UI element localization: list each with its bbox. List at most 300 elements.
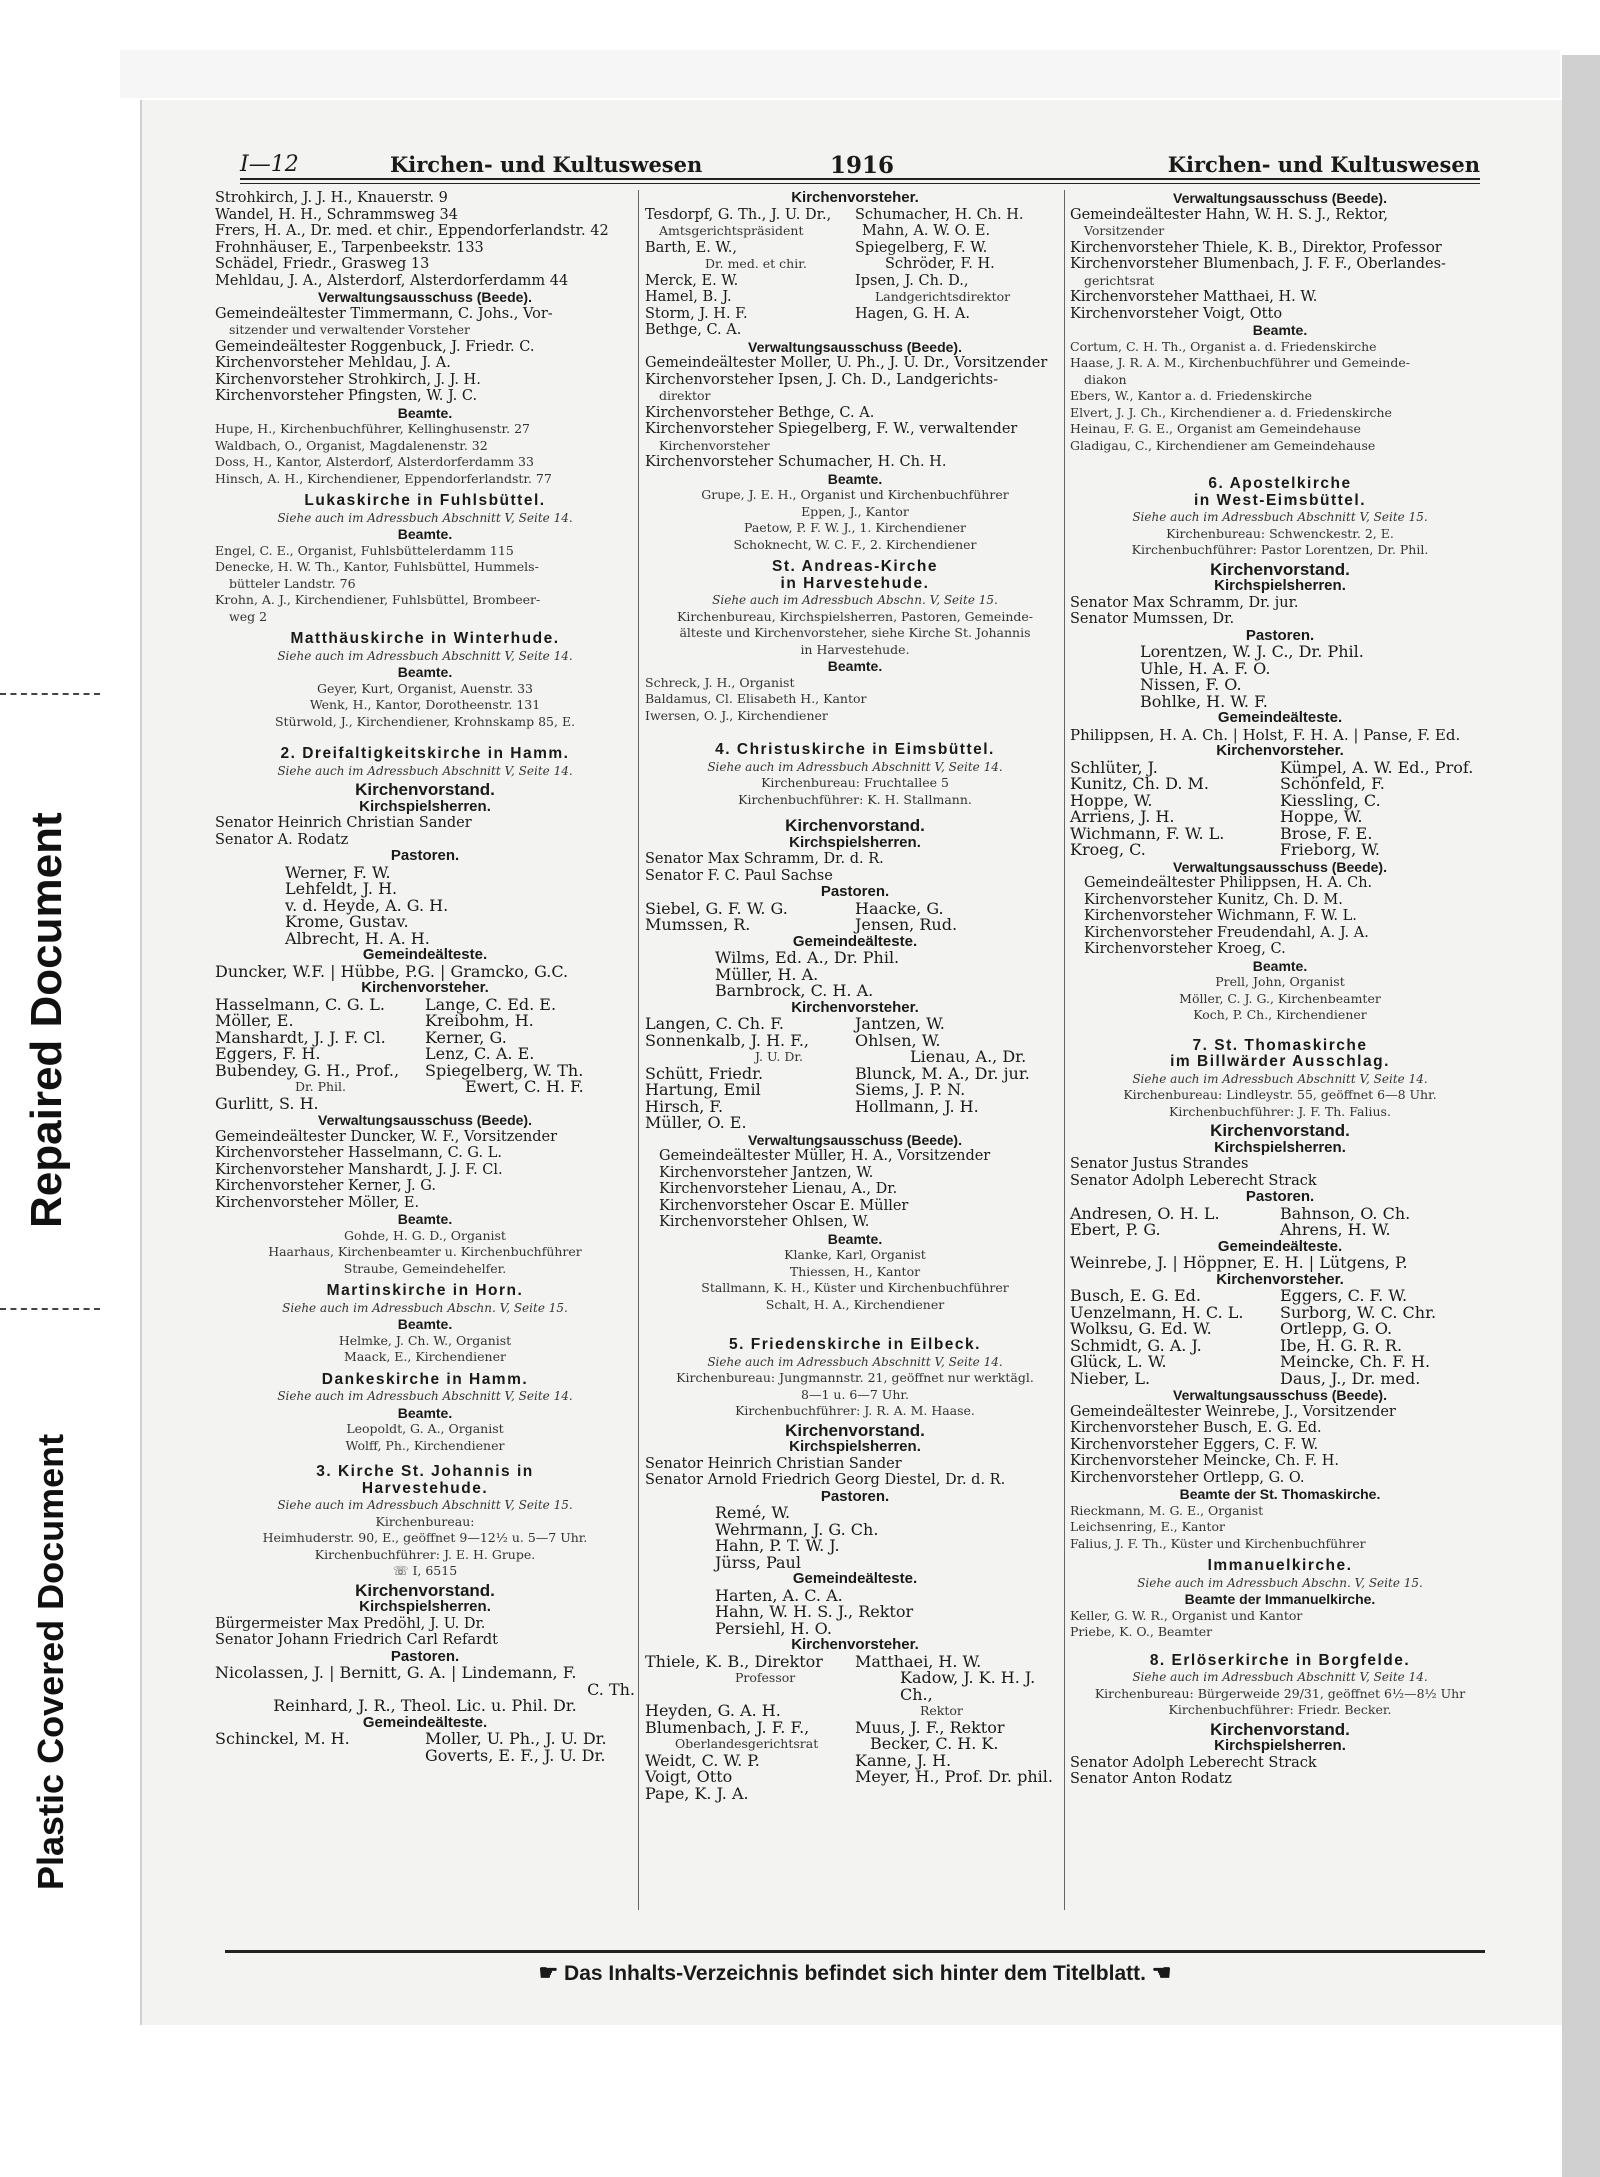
scan-edge bbox=[1562, 55, 1600, 2177]
entry: Hamel, B. J. bbox=[645, 289, 732, 305]
entry: Manshardt, J. J. F. Cl. bbox=[215, 1027, 386, 1047]
entry: Frohnhäuser, E., Tarpenbeekstr. 133 bbox=[215, 239, 484, 256]
footer-rule bbox=[225, 1950, 1485, 1953]
church-heading: 2. Dreifaltigkeitskirche in Hamm. bbox=[280, 745, 570, 762]
entry: Keller, G. W. R., Organist und Kantor bbox=[1070, 1607, 1303, 1623]
entry: C. Th. bbox=[587, 1679, 635, 1699]
entry: Frers, H. A., Dr. med. et chir., Eppendorferlandstr. 42 bbox=[215, 223, 609, 239]
entry: Kirchenvorsteher Matthaei, H. W. bbox=[1070, 289, 1318, 305]
entry: Sonnenkalb, J. H. F., bbox=[645, 1030, 809, 1050]
section-heading: Kirchenvorsteher. bbox=[361, 979, 489, 996]
entry: Siebel, G. F. W. G. bbox=[645, 898, 788, 918]
entry: Persiehl, H. O. bbox=[715, 1618, 832, 1638]
entry: Meyer, H., Prof. Dr. phil. bbox=[855, 1767, 1053, 1786]
entry: Haarhaus, Kirchenbeamter u. Kirchenbuchführer bbox=[268, 1244, 582, 1259]
column-1 bbox=[215, 190, 635, 1764]
entry: Senator Max Schramm, Dr. d. R. bbox=[645, 851, 884, 867]
section-heading: Kirchspielsherren. bbox=[1214, 577, 1346, 594]
entry: Jantzen, W. bbox=[855, 1014, 945, 1033]
entry: Gemeindeältester Moller, U. Ph., J. U. Dr., Vorsitzender bbox=[645, 355, 1048, 371]
entry: Mehldau, J. A., Alsterdorf, Alsterdorferdamm 44 bbox=[215, 272, 569, 289]
section-heading: Kirchenvorsteher. bbox=[791, 998, 919, 1016]
entry: Voigt, Otto bbox=[645, 1767, 733, 1786]
church-heading: Matthäuskirche in Winterhude. bbox=[290, 630, 560, 647]
entry: Senator Arnold Friedrich Georg Diestel, Dr. d. R. bbox=[645, 1472, 1006, 1488]
entry: Kirchenbuchführer: J. E. H. Grupe. bbox=[314, 1546, 536, 1562]
entry: Remé, W. bbox=[715, 1503, 791, 1522]
entry: Wenk, H., Kantor, Dorotheenstr. 131 bbox=[309, 697, 541, 712]
entry: Hirsch, F. bbox=[645, 1096, 724, 1116]
section-heading: Kirchenvorsteher. bbox=[1216, 1270, 1344, 1288]
entry: Kirchenvorsteher Bethge, C. A. bbox=[645, 404, 875, 421]
entry: Ebers, W., Kantor a. d. Friedenskirche bbox=[1070, 388, 1313, 403]
section-heading: Kirchenvorstand. bbox=[1210, 1719, 1350, 1739]
entry: Mahn, A. W. O. E. bbox=[862, 223, 991, 239]
entry: Matthaei, H. W. bbox=[855, 1651, 982, 1671]
entry: Kirchenvorsteher Mehldau, J. A. bbox=[215, 355, 451, 371]
section-heading: Beamte. bbox=[397, 1211, 453, 1227]
entry: Kirchenvorsteher bbox=[659, 437, 770, 453]
entry: diakon bbox=[1084, 371, 1127, 387]
entry: Iwersen, O. J., Kirchendiener bbox=[645, 707, 828, 723]
section-heading: Kirchspielsherren. bbox=[359, 1598, 491, 1615]
entry: Kirchenvorsteher Ohlsen, W. bbox=[659, 1214, 870, 1230]
entry: Senator Justus Strandes bbox=[1070, 1156, 1249, 1172]
entry: Ipsen, J. Ch. D., bbox=[855, 272, 969, 289]
entry: gerichtsrat bbox=[1084, 272, 1155, 288]
church-heading: Harvestehude. bbox=[361, 1479, 489, 1497]
cut-mark bbox=[0, 693, 100, 695]
reference: Siehe auch im Adressbuch Abschn. V, Seite 15. bbox=[712, 593, 998, 607]
entry: Kirchenvorsteher Jantzen, W. bbox=[659, 1164, 874, 1181]
church-heading: St. Andreas-Kirche bbox=[772, 558, 938, 575]
entry: Spiegelberg, F. W. bbox=[855, 239, 988, 256]
entry: Gemeindeältester Weinrebe, J., Vorsitzender bbox=[1070, 1403, 1396, 1420]
entry: Storm, J. H. F. bbox=[645, 305, 748, 322]
entry: Kerner, G. bbox=[425, 1027, 507, 1047]
entry: Thiessen, H., Kantor bbox=[789, 1263, 921, 1279]
section-heading: Kirchspielsherren. bbox=[1214, 1737, 1346, 1754]
entry: Paetow, P. F. W. J., 1. Kirchendiener bbox=[743, 520, 966, 535]
church-heading: in Harvestehude. bbox=[780, 574, 930, 592]
entry: Wichmann, F. W. L. bbox=[1070, 823, 1225, 843]
entry: Andresen, O. H. L. bbox=[1070, 1203, 1220, 1223]
reference: Siehe auch im Adressbuch Abschnitt V, Seite 14. bbox=[1132, 1670, 1428, 1684]
entry: Bubendey, G. H., Prof., bbox=[215, 1060, 400, 1080]
entry: Kirchenbureau: Lindleystr. 55, geöffnet 6—8 Uhr. bbox=[1123, 1087, 1437, 1102]
entry: Haase, J. R. A. M., Kirchenbuchführer und Gemeinde- bbox=[1070, 355, 1410, 370]
section-heading: Kirchenvorsteher. bbox=[791, 189, 919, 206]
church-heading: 8. Erlöserkirche in Borgfelde. bbox=[1149, 1651, 1411, 1669]
entry: Gohde, H. G. D., Organist bbox=[344, 1227, 506, 1243]
entry: Müller, O. E. bbox=[645, 1113, 747, 1132]
entry: Stürwold, J., Kirchendiener, Krohnskamp 85, E. bbox=[274, 713, 576, 729]
entry: Engel, C. E., Organist, Fuhlsbüttelerdamm 115 bbox=[215, 542, 514, 558]
entry: 8—1 u. 6—7 Uhr. bbox=[801, 1386, 909, 1402]
entry: Nissen, F. O. bbox=[1140, 675, 1242, 694]
entry: Arriens, J. H. bbox=[1070, 807, 1175, 826]
entry: Rektor bbox=[920, 1703, 963, 1718]
entry: Gemeindeältester Timmermann, C. Johs., Vor- bbox=[215, 305, 553, 322]
entry: Senator F. C. Paul Sachse bbox=[645, 867, 833, 884]
section-heading: Verwaltungsausschuss (Beede). bbox=[1173, 190, 1387, 206]
reference: Siehe auch im Adressbuch Abschnitt V, Seite 14. bbox=[707, 1354, 1003, 1369]
reference: Siehe auch im Adressbuch Abschnitt V, Seite 14. bbox=[277, 1389, 573, 1403]
entry: Heyden, G. A. H. bbox=[645, 1701, 781, 1720]
entry: Kirchenbureau: Bürgerweide 29/31, geöffnet 6½—8½ Uhr bbox=[1094, 1685, 1466, 1701]
year: 1916 bbox=[830, 152, 895, 179]
entry: Schalt, H. A., Kirchendiener bbox=[765, 1296, 945, 1312]
pointing-hand-icon: ☚ bbox=[1151, 1960, 1172, 1985]
reference: Siehe auch im Adressbuch Abschnitt V, Seite 14. bbox=[277, 648, 573, 663]
section-heading: Pastoren. bbox=[1245, 626, 1315, 644]
entry: Philippsen, H. A. Ch. | Holst, F. H. A. | Panse, F. Ed. bbox=[1070, 725, 1461, 744]
entry: Baldamus, Cl. Elisabeth H., Kantor bbox=[645, 691, 867, 706]
entry: Dr. Phil. bbox=[295, 1079, 347, 1094]
entry: Muus, J. F., Rektor bbox=[855, 1717, 1005, 1737]
entry: Lienau, A., Dr. bbox=[910, 1047, 1027, 1066]
entry: Ebert, P. G. bbox=[1070, 1220, 1161, 1239]
entry: Eggers, C. F. W. bbox=[1280, 1286, 1408, 1305]
entry: Hoppe, W. bbox=[1070, 790, 1153, 810]
entry: Siems, J. P. N. bbox=[855, 1080, 966, 1099]
entry-pair bbox=[1070, 842, 1490, 859]
entry: Stallmann, K. H., Küster und Kirchenbuchführer bbox=[701, 1280, 1009, 1295]
section-heading: Gemeindeälteste. bbox=[1217, 709, 1343, 726]
reference: Siehe auch im Adressbuch Abschnitt V, Seite 14. bbox=[1132, 1071, 1428, 1086]
entry: Kirchenvorsteher Freudendahl, A. J. A. bbox=[1084, 924, 1369, 941]
entry: Dr. med. et chir. bbox=[705, 256, 807, 271]
entry: Kirchenbureau, Kirchspielsherren, Pastoren, Gemeinde- bbox=[676, 608, 1033, 624]
entry: Werner, F. W. bbox=[285, 862, 391, 882]
telephone: ☏ I, 6515 bbox=[392, 1563, 458, 1578]
church-heading: Martinskirche in Horn. bbox=[326, 1282, 524, 1299]
entry: Kirchenbuchführer: J. F. Th. Falius. bbox=[1169, 1103, 1391, 1119]
reference: Siehe auch im Adressbuch Abschnitt V, Seite 14. bbox=[277, 510, 573, 525]
footer-text: Das Inhalts-Verzeichnis befindet sich hinter dem Titelblatt. bbox=[564, 1962, 1146, 1985]
entry: Gemeindeältester Müller, H. A., Vorsitzender bbox=[659, 1148, 991, 1164]
entry: Reinhard, J. R., Theol. Lic. u. Phil. Dr. bbox=[273, 1696, 577, 1715]
entry: Strohkirch, J. J. H., Knauerstr. 9 bbox=[215, 190, 448, 206]
section-heading: Gemeindeälteste. bbox=[792, 1570, 918, 1587]
entry: Schütt, Friedr. bbox=[645, 1063, 764, 1083]
entry: Barth, E. W., bbox=[645, 239, 738, 256]
entry-pair bbox=[645, 256, 1065, 273]
entry: Kirchenvorsteher Eggers, C. F. W. bbox=[1070, 1436, 1319, 1453]
entry: Lange, C. Ed. E. bbox=[425, 994, 557, 1014]
entry: Gemeindeältester Roggenbuck, J. Friedr. C. bbox=[215, 338, 535, 355]
entry: Leichsenring, E., Kantor bbox=[1070, 1519, 1225, 1534]
reference: Siehe auch im Adressbuch Abschnitt V, Seite 14. bbox=[707, 759, 1003, 774]
section-heading: Verwaltungsausschuss (Beede). bbox=[318, 1112, 532, 1128]
entry: weg 2 bbox=[229, 608, 268, 624]
section-heading: Beamte. bbox=[397, 664, 453, 680]
entry: J. U. Dr. bbox=[755, 1049, 803, 1064]
entry: Hahn, P. T. W. J. bbox=[715, 1536, 840, 1555]
entry: Gurlitt, S. H. bbox=[215, 1093, 319, 1113]
entry: Schönfeld, F. bbox=[1280, 774, 1385, 793]
entry: Pape, K. J. A. bbox=[645, 1783, 749, 1803]
entry: Haacke, G. bbox=[855, 898, 944, 918]
entry: Waldbach, O., Organist, Magdalenenstr. 32 bbox=[215, 437, 488, 453]
church-heading: Immanuelkirche. bbox=[1207, 1557, 1353, 1574]
entry-pair bbox=[215, 1745, 635, 1765]
entry: Bahnson, O. Ch. bbox=[1280, 1203, 1411, 1223]
entry: Hahn, W. H. S. J., Rektor bbox=[715, 1602, 914, 1621]
entry: Kirchenvorsteher Strohkirch, J. J. H. bbox=[215, 371, 481, 388]
entry: Kirchenvorsteher Oscar E. Müller bbox=[659, 1197, 909, 1214]
entry: Hasselmann, C. G. L. bbox=[215, 994, 385, 1014]
section-heading: Beamte. bbox=[397, 1404, 453, 1421]
entry: Falius, J. F. Th., Küster und Kirchenbuchführer bbox=[1070, 1535, 1366, 1551]
plastic-covered-label: Plastic Covered Document bbox=[30, 1433, 71, 1890]
section-heading: Beamte der Immanuelkirche. bbox=[1184, 1591, 1376, 1607]
entry: Grupe, J. E. H., Organist und Kirchenbuchführer bbox=[701, 487, 1009, 502]
entry: Surborg, W. C. Chr. bbox=[1280, 1302, 1437, 1322]
entry: Senator Adolph Leberecht Strack bbox=[1070, 1754, 1317, 1771]
entry: Kirchenvorsteher Ipsen, J. Ch. D., Landgerichts- bbox=[645, 371, 998, 388]
entry-pair bbox=[645, 917, 1065, 934]
entry: Kirchenvorsteher Wichmann, F. W. L. bbox=[1084, 908, 1357, 924]
reference: Siehe auch im Adressbuch Abschnitt V, Seite 15. bbox=[277, 1498, 573, 1512]
entry: Nicolassen, J. | Bernitt, G. A. | Lindemann, F. bbox=[215, 1663, 577, 1682]
entry: Denecke, H. W. Th., Kantor, Fuhlsbüttel, Hummels- bbox=[215, 559, 539, 574]
entry: Hupe, H., Kirchenbuchführer, Kellinghusenstr. 27 bbox=[215, 421, 530, 436]
entry: Senator Heinrich Christian Sander bbox=[215, 815, 472, 831]
entry-pair bbox=[645, 273, 1065, 290]
entry: Senator Mumssen, Dr. bbox=[1070, 611, 1235, 627]
entry: Kirchenbureau: bbox=[375, 1513, 475, 1529]
entry: Kunitz, Ch. D. M. bbox=[1070, 774, 1209, 793]
entry: Wandel, H. H., Schrammsweg 34 bbox=[215, 206, 458, 223]
entry: Barnbrock, C. H. A. bbox=[715, 981, 874, 1000]
entry: Becker, C. H. K. bbox=[870, 1734, 999, 1753]
entry: Möller, E. bbox=[215, 1011, 294, 1030]
entry: v. d. Heyde, A. G. H. bbox=[285, 895, 449, 915]
section-heading: Beamte. bbox=[397, 1316, 453, 1332]
entry: Ohlsen, W. bbox=[855, 1030, 941, 1050]
entry: Krome, Gustav. bbox=[285, 912, 409, 931]
section-heading: Kirchenvorstand. bbox=[355, 780, 495, 799]
entry-pair bbox=[645, 1670, 1065, 1703]
page-number: I—12 bbox=[240, 152, 299, 177]
entry: Kirchenbuchführer: Pastor Lorentzen, Dr. Phil. bbox=[1131, 542, 1429, 557]
section-heading: Gemeindeälteste. bbox=[792, 932, 918, 950]
entry: Eggers, F. H. bbox=[215, 1044, 321, 1063]
entry: Professor bbox=[735, 1670, 796, 1685]
footer-note bbox=[225, 1960, 1485, 1986]
section-heading: Pastoren. bbox=[390, 847, 460, 864]
section-heading: Gemeindeälteste. bbox=[362, 946, 488, 963]
entry: Spiegelberg, W. Th. bbox=[425, 1060, 584, 1080]
repaired-document-label: Repaired Document bbox=[22, 812, 71, 1228]
cut-mark bbox=[0, 1308, 100, 1310]
section-heading: Beamte. bbox=[397, 404, 453, 421]
entry: Kreibohm, H. bbox=[425, 1011, 534, 1030]
section-heading: Verwaltungsausschuss (Beede). bbox=[318, 289, 532, 305]
entry: Blumenbach, J. F. F., bbox=[645, 1717, 810, 1737]
entry: Langen, C. Ch. F. bbox=[645, 1014, 784, 1033]
church-heading: im Billwärder Ausschlag. bbox=[1170, 1053, 1390, 1070]
section-heading: Beamte. bbox=[827, 470, 883, 487]
entry: sitzender und verwaltender Vorsteher bbox=[229, 322, 470, 337]
section-heading: Verwaltungsausschuss (Beede). bbox=[1173, 858, 1387, 875]
scan-top-edge bbox=[120, 50, 1560, 98]
entry: Brose, F. E. bbox=[1280, 823, 1373, 843]
entry: Daus, J., Dr. med. bbox=[1280, 1368, 1421, 1388]
section-heading: Kirchenvorsteher. bbox=[1216, 742, 1344, 759]
entry: Jensen, Rud. bbox=[855, 915, 958, 934]
entry: Schinckel, M. H. bbox=[215, 1729, 350, 1748]
reference: Siehe auch im Adressbuch Abschn. V, Seite 15. bbox=[282, 1300, 568, 1315]
entry: Hoppe, W. bbox=[1280, 807, 1363, 826]
entry: Ewert, C. H. F. bbox=[465, 1077, 584, 1096]
entry: Weidt, C. W. P. bbox=[645, 1750, 760, 1770]
entry: Kroeg, C. bbox=[1070, 840, 1146, 859]
entry: Geyer, Kurt, Organist, Auenstr. 33 bbox=[317, 680, 533, 696]
entry: Uenzelmann, H. C. L. bbox=[1070, 1302, 1244, 1322]
section-heading: Kirchenvorstand. bbox=[355, 1580, 495, 1600]
entry: Krohn, A. J., Kirchendiener, Fuhlsbüttel, Brombeer- bbox=[215, 592, 541, 607]
entry: Hollmann, J. H. bbox=[855, 1096, 979, 1116]
entry: Senator A. Rodatz bbox=[215, 831, 349, 848]
church-heading: 3. Kirche St. Johannis in bbox=[316, 1463, 534, 1480]
section-heading: Verwaltungsausschuss (Beede). bbox=[748, 1131, 962, 1148]
section-heading: Beamte der St. Thomaskirche. bbox=[1179, 1486, 1381, 1502]
entry: Kirchenvorsteher Hasselmann, C. G. L. bbox=[215, 1145, 502, 1161]
church-heading: Lukaskirche in Fuhlsbüttel. bbox=[304, 492, 546, 509]
entry: Doss, H., Kantor, Alsterdorf, Alsterdorferdamm 33 bbox=[215, 454, 534, 469]
entry: Gemeindeältester Philippsen, H. A. Ch. bbox=[1084, 875, 1373, 891]
entry: Heinau, F. G. E., Organist am Gemeindehause bbox=[1070, 421, 1361, 436]
section-heading: Kirchspielsherren. bbox=[1214, 1138, 1346, 1156]
column-3 bbox=[1070, 190, 1490, 1788]
entry-pair bbox=[645, 240, 1065, 257]
entry: Senator Adolph Leberecht Strack bbox=[1070, 1172, 1317, 1189]
entry: Cortum, C. H. Th., Organist a. d. Friedenskirche bbox=[1070, 338, 1377, 354]
entry: Prell, John, Organist bbox=[1215, 974, 1345, 989]
entry-pair bbox=[645, 289, 1065, 306]
reference: Siehe auch im Adressbuch Abschnitt V, Seite 14. bbox=[277, 763, 573, 778]
section-heading: Verwaltungsausschuss (Beede). bbox=[748, 338, 962, 355]
section-heading: Kirchspielsherren. bbox=[789, 1438, 921, 1455]
entry: Kirchenvorsteher Meincke, Ch. F. H. bbox=[1070, 1453, 1339, 1469]
entry: Kirchenvorsteher Kunitz, Ch. D. M. bbox=[1084, 891, 1343, 908]
section-heading: Pastoren. bbox=[820, 1487, 890, 1505]
entry: Merck, E. W. bbox=[645, 272, 739, 289]
section-heading: Kirchenvorsteher. bbox=[791, 1636, 919, 1653]
entry: Elvert, J. J. Ch., Kirchendiener a. d. Friedenskirche bbox=[1070, 404, 1392, 420]
entry: Müller, H. A. bbox=[715, 964, 819, 984]
section-heading: Kirchenvorstand. bbox=[785, 1420, 925, 1440]
entry: Kanne, J. H. bbox=[855, 1750, 952, 1770]
entry: Frieborg, W. bbox=[1280, 840, 1381, 859]
section-heading: Gemeindeälteste. bbox=[1217, 1237, 1343, 1255]
section-heading: Pastoren. bbox=[820, 883, 890, 900]
church-heading: 5. Friedenskirche in Eilbeck. bbox=[729, 1336, 981, 1353]
entry: Kirchenvorsteher Schumacher, H. Ch. H. bbox=[645, 454, 947, 470]
entry: Möller, C. J. G., Kirchenbeamter bbox=[1179, 990, 1381, 1006]
entry: Kirchenbuchführer: J. R. A. M. Haase. bbox=[735, 1403, 975, 1418]
entry: Senator Johann Friedrich Carl Refardt bbox=[215, 1632, 499, 1648]
church-heading: Dankeskirche in Hamm. bbox=[321, 1370, 529, 1388]
entry: Kirchenvorsteher Busch, E. G. Ed. bbox=[1070, 1420, 1322, 1436]
entry: Kirchenvorsteher Spiegelberg, F. W., verwaltender bbox=[645, 421, 1018, 437]
entry: Bohlke, H. W. F. bbox=[1140, 691, 1268, 711]
entry: Goverts, E. F., J. U. Dr. bbox=[425, 1745, 606, 1765]
entry: Vorsitzender bbox=[1084, 223, 1165, 238]
entry: Klanke, Karl, Organist bbox=[784, 1247, 926, 1262]
reference: Siehe auch im Adressbuch Abschn. V, Seite 15. bbox=[1137, 1575, 1423, 1590]
entry: Schumacher, H. Ch. H. bbox=[855, 206, 1024, 223]
entry: Glück, L. W. bbox=[1070, 1352, 1167, 1371]
entry: bütteler Landstr. 76 bbox=[229, 575, 356, 591]
entry: Nieber, L. bbox=[1070, 1368, 1151, 1388]
entry: Landgerichtsdirektor bbox=[875, 289, 1011, 304]
entry: Wolff, Ph., Kirchendiener bbox=[345, 1437, 505, 1453]
column-2 bbox=[645, 190, 1065, 1802]
entry: Busch, E. G. Ed. bbox=[1070, 1286, 1201, 1305]
section-heading: Beamte. bbox=[1252, 957, 1308, 974]
entry: Kirchenvorsteher Voigt, Otto bbox=[1070, 305, 1283, 322]
entry: Kirchenvorsteher Pfingsten, W. J. C. bbox=[215, 388, 478, 404]
pointing-hand-icon: ☛ bbox=[538, 1960, 559, 1985]
entry: Schlüter, J. bbox=[1070, 757, 1158, 777]
entry: Kirchenvorsteher Manshardt, J. J. F. Cl. bbox=[215, 1161, 503, 1178]
entry: Albrecht, H. A. H. bbox=[285, 928, 430, 948]
entry: Blunck, M. A., Dr. jur. bbox=[855, 1063, 1030, 1083]
entry: Koch, P. Ch., Kirchendiener bbox=[1193, 1007, 1367, 1022]
entry: Helmke, J. Ch. W., Organist bbox=[338, 1332, 512, 1348]
entry: Ibe, H. G. R. R. bbox=[1280, 1335, 1403, 1355]
entry: Kirchenvorsteher Blumenbach, J. F. F., Oberlandes- bbox=[1070, 256, 1446, 272]
entry: Jürss, Paul bbox=[715, 1552, 801, 1572]
section-heading: Beamte. bbox=[827, 658, 883, 674]
entry: Schreck, J. H., Organist bbox=[645, 674, 795, 690]
section-heading: Pastoren. bbox=[1245, 1188, 1315, 1205]
entry: Kirchenbuchführer: Friedr. Becker. bbox=[1168, 1702, 1392, 1717]
section-heading: Beamte. bbox=[1252, 322, 1308, 338]
entry: Kirchenvorsteher Kerner, J. G. bbox=[215, 1178, 436, 1194]
entry: Gemeindeältester Duncker, W. F., Vorsitzender bbox=[215, 1128, 558, 1145]
section-heading: Gemeindeälteste. bbox=[362, 1713, 488, 1731]
entry: Bethge, C. A. bbox=[645, 322, 742, 338]
entry: Kirchenvorsteher Thiele, K. B., Direktor, Professor bbox=[1070, 239, 1442, 256]
entry: Gemeindeältester Hahn, W. H. S. J., Rektor, bbox=[1070, 206, 1388, 223]
entry: Harten, A. C. A. bbox=[715, 1585, 843, 1605]
entry: Kirchenbureau: Schwenckestr. 2, E. bbox=[1166, 525, 1394, 541]
entry: Kirchenvorsteher Ortlepp, G. O. bbox=[1070, 1469, 1305, 1486]
entry: direktor bbox=[659, 388, 711, 403]
entry: Ortlepp, G. O. bbox=[1280, 1319, 1393, 1338]
section-heading: Verwaltungsausschuss (Beede). bbox=[1173, 1387, 1387, 1403]
entry: Schröder, F. H. bbox=[885, 256, 995, 272]
entry: Lehfeldt, J. H. bbox=[285, 879, 398, 898]
entry: Eppen, J., Kantor bbox=[801, 503, 909, 519]
entry: Priebe, K. O., Beamter bbox=[1070, 1624, 1213, 1639]
entry: Kümpel, A. W. Ed., Prof. bbox=[1280, 757, 1474, 777]
entry-pair bbox=[645, 223, 1065, 240]
entry: in Harvestehude. bbox=[800, 641, 910, 657]
entry-pair bbox=[645, 1717, 1065, 1737]
section-heading: Beamte. bbox=[397, 526, 453, 542]
entry: Schädel, Friedr., Grasweg 13 bbox=[215, 256, 430, 272]
running-title-right: Kirchen- und Kultuswesen bbox=[1167, 152, 1480, 177]
church-heading: 6. Apostelkirche bbox=[1208, 475, 1352, 492]
entry: Bürgermeister Max Predöhl, J. U. Dr. bbox=[215, 1615, 486, 1632]
running-title-left: Kirchen- und Kultuswesen bbox=[390, 152, 703, 177]
entry-pair bbox=[645, 306, 1065, 323]
